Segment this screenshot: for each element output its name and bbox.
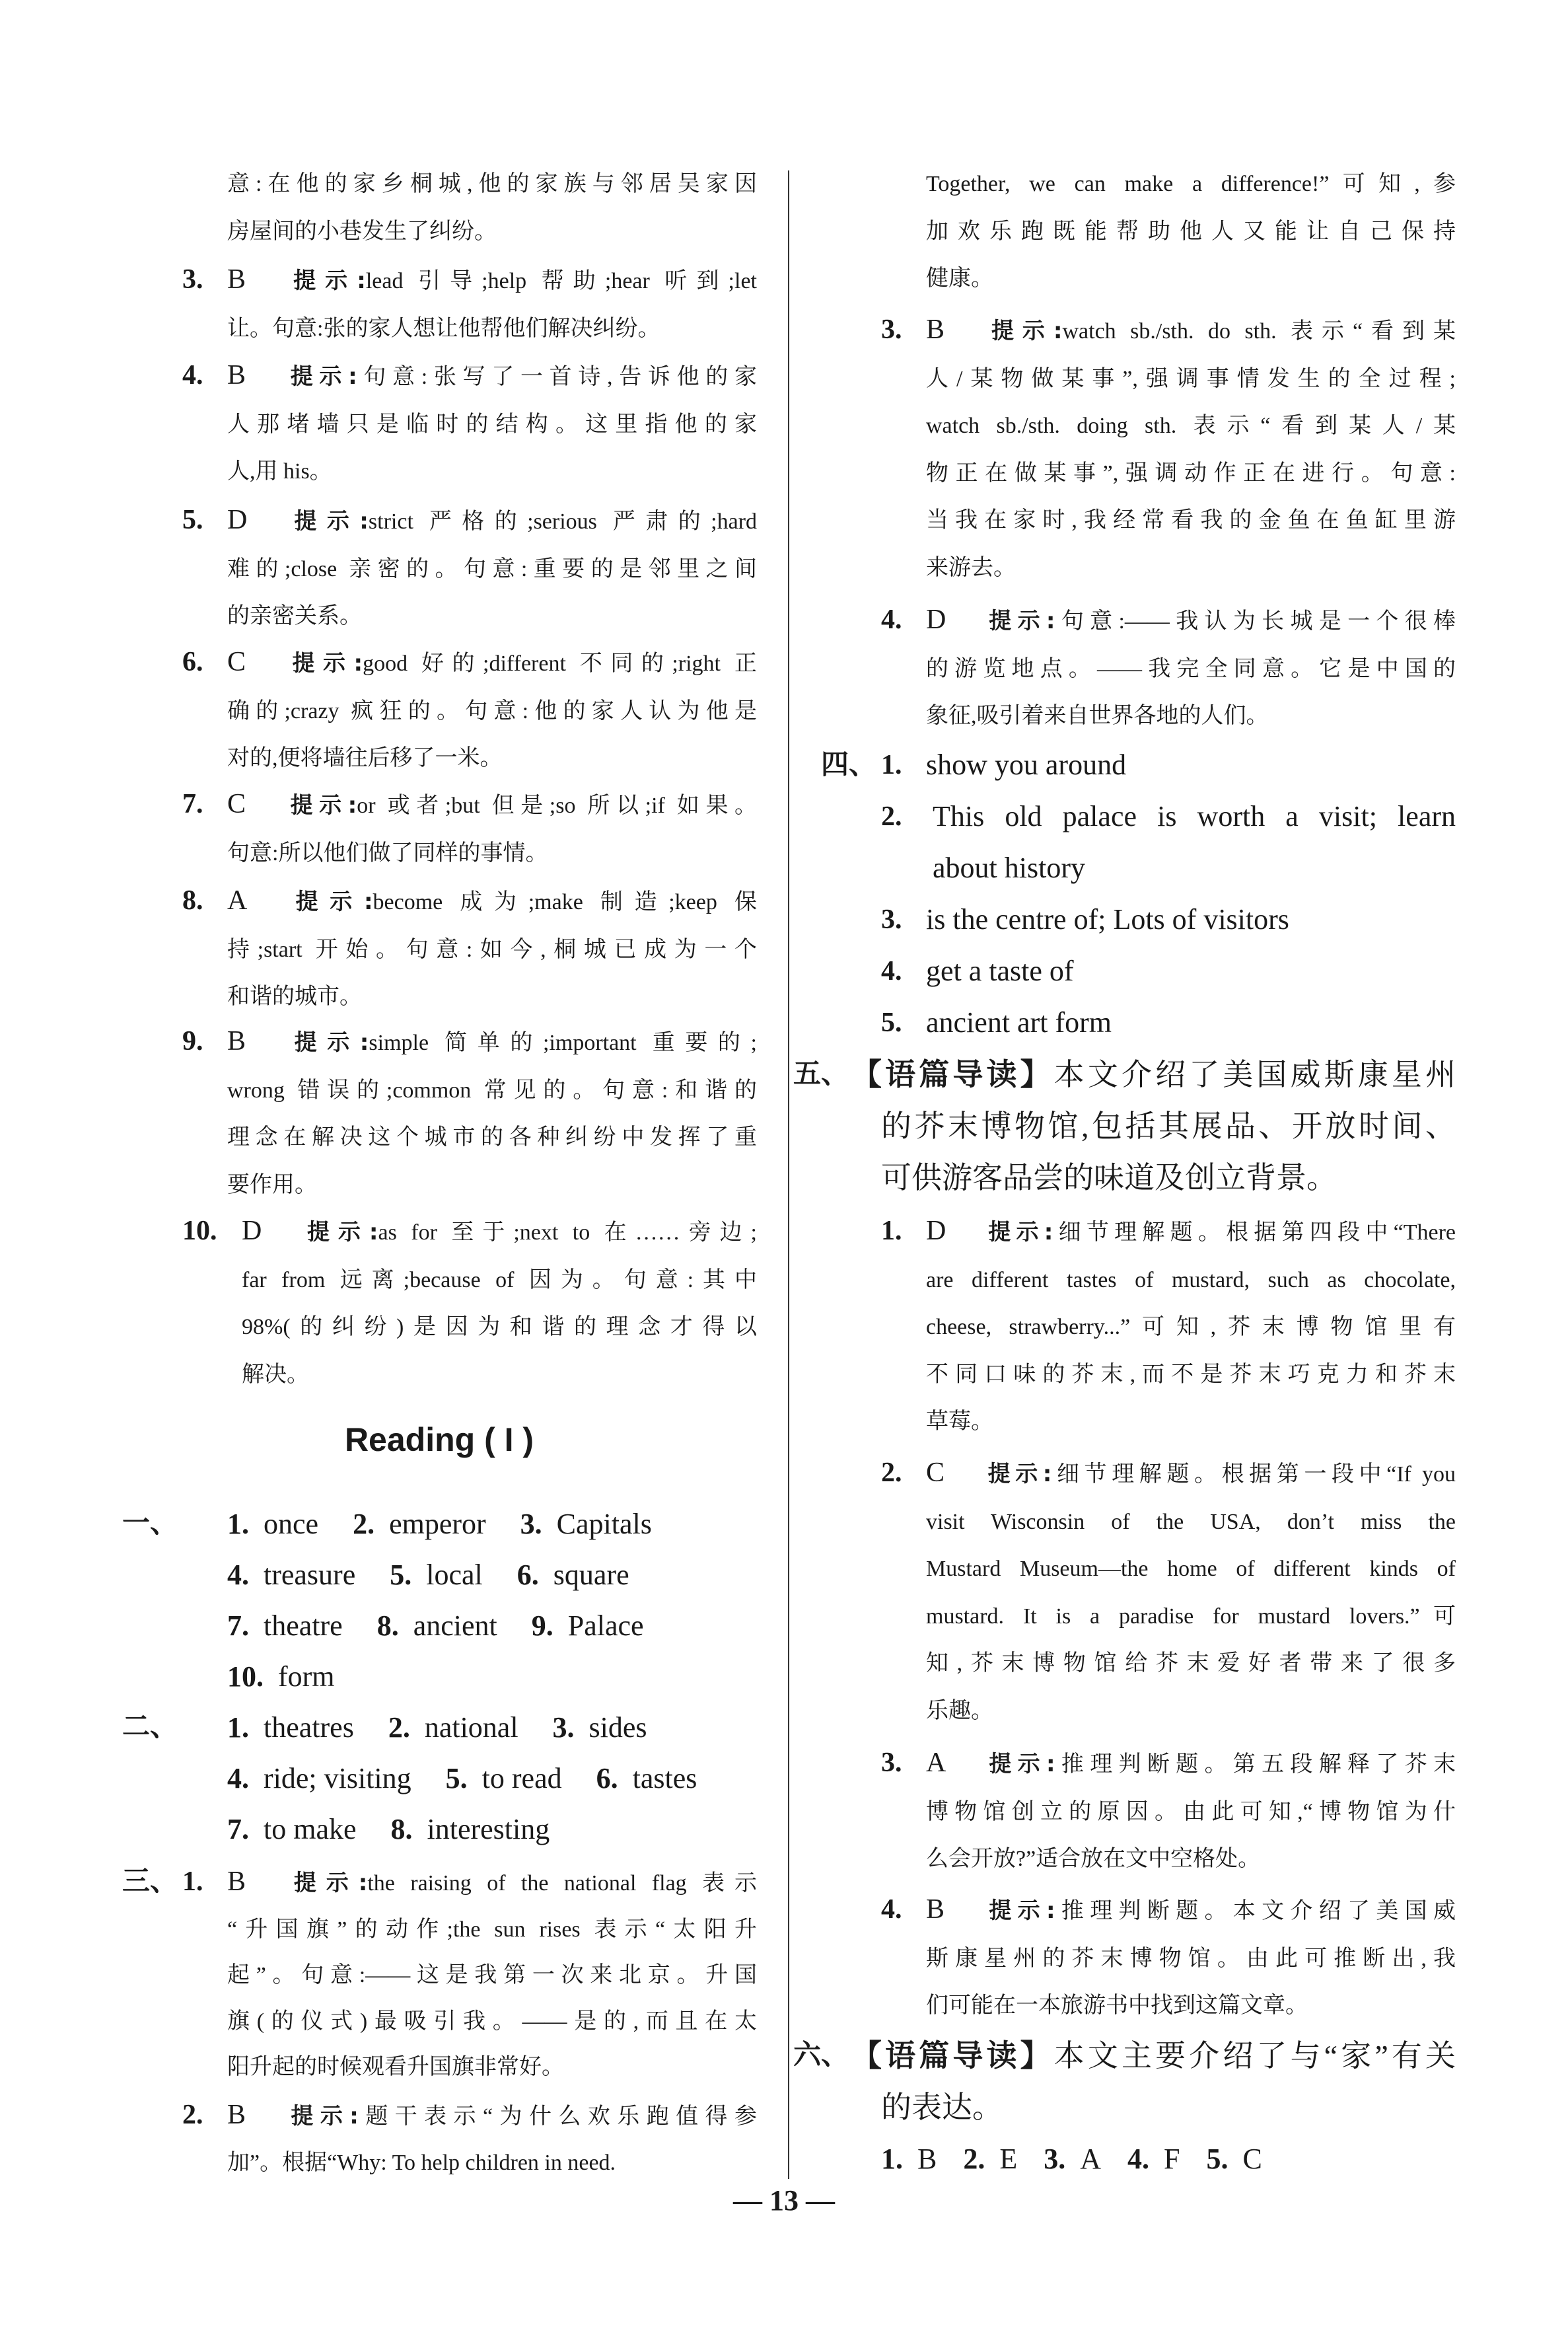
answer-pair	[227, 1549, 355, 1600]
answer-pair	[963, 2133, 1017, 2185]
item-number: 4.	[227, 1762, 249, 1794]
text-line: 确的;crazy 疯狂的。句意:他的家人认为他是	[227, 698, 757, 723]
item-number: 2.	[182, 2100, 203, 2130]
item-number: 3.	[552, 1711, 575, 1744]
answer-pair	[553, 1702, 647, 1753]
answer-letter: A	[1080, 2143, 1102, 2175]
text-line: 意:在他的家乡桐城,他的家族与邻居吴家因	[227, 172, 757, 196]
answer-pair	[227, 1702, 354, 1753]
answer-pair	[353, 1498, 486, 1549]
item-number: 10.	[182, 1216, 217, 1246]
hint-text: watch sb./sth. do sth. 表示“看到某	[1062, 319, 1456, 344]
item-number: 4.	[182, 360, 203, 390]
answer-letter: D	[926, 1216, 946, 1246]
answer-pair	[390, 1549, 483, 1600]
text-line: 解决。	[242, 1362, 309, 1387]
text-line	[881, 1740, 1456, 1789]
hint-label: 提示:	[983, 608, 1055, 634]
answer-item	[881, 307, 1456, 592]
answer-item	[881, 1886, 1456, 2030]
item-number: 3.	[1044, 2143, 1066, 2175]
guide-text: 的表达。	[881, 2090, 1003, 2124]
answer-pair	[1127, 2133, 1180, 2185]
text-line: 斯康星州的芥末博物馆。由此可推断出,我	[926, 1946, 1456, 1971]
answer-item	[182, 639, 757, 782]
answer-word: once	[264, 1508, 319, 1540]
item-number: 2.	[388, 1711, 410, 1744]
text-line: 么会开放?”适合放在文中空格处。	[926, 1847, 1261, 1872]
text-line: 房屋间的小巷发生了纠纷。	[227, 219, 497, 244]
answer-word: local	[426, 1559, 483, 1591]
answer-letter: D	[242, 1216, 262, 1246]
answer-item	[881, 1740, 1456, 1883]
answer-item	[182, 1208, 757, 1398]
reading-guide	[793, 2030, 1456, 2133]
text-line	[122, 1859, 757, 1907]
answer-row	[227, 1600, 757, 1651]
text-line	[881, 597, 1456, 646]
text-line: are different tastes of mustard, such as chocolate,	[926, 1267, 1456, 1292]
text-line: 阳升起的时候观看升国旗非常好。	[227, 2055, 564, 2079]
item-number: 4.	[1127, 2143, 1150, 2175]
section-prefix: 二、	[122, 1712, 178, 1742]
item-number: 7.	[227, 1609, 249, 1642]
answer-letter: A	[227, 885, 248, 916]
text-line: cheese, strawberry...”可知,芥末博物馆里有	[926, 1315, 1456, 1340]
text-line: Together, we can make a difference!”可知,参	[926, 172, 1456, 196]
hint-label: 提示:	[284, 650, 363, 677]
answer-item	[182, 256, 757, 352]
text-line	[182, 781, 757, 830]
page-number: — 13 —	[733, 2184, 835, 2217]
answer-letter: D	[926, 605, 946, 635]
item-number: 5.	[445, 1762, 468, 1794]
hint-text: 句意:——我认为长城是一个很棒	[1055, 609, 1456, 634]
text-line: “升国旗”的动作;the sun rises 表示“太阳升	[227, 1917, 757, 1942]
answer-word: emperor	[389, 1508, 486, 1540]
answer-text: This old palace is worth a visit; learn	[933, 800, 1456, 832]
text-line: 理念在解决这个城市的各种纠纷中发挥了重	[227, 1125, 757, 1150]
text-line	[182, 256, 757, 305]
hint-text: simple 简单的;important 重要的;	[369, 1031, 757, 1055]
answer-text: is the centre of; Lots of visitors	[926, 903, 1289, 936]
item-number: 9.	[182, 1026, 203, 1056]
hint-label: 提示:	[983, 1461, 1052, 1487]
text-line: 句意:所以他们做了同样的事情。	[227, 840, 548, 866]
text-line: 不同口味的芥末,而不是芥末巧克力和芥末	[926, 1362, 1456, 1387]
answer-word: to read	[481, 1762, 562, 1794]
hint-text: or 或者;but 但是;so 所以;if 如果。	[357, 793, 757, 818]
item-number: 4.	[227, 1559, 249, 1591]
text-line	[881, 1101, 1456, 1152]
answer-letter: B	[227, 360, 246, 390]
text-line	[182, 877, 757, 926]
answer-pair	[881, 2133, 937, 2185]
guide-text: 本文主要介绍了与“家”有关	[1053, 2039, 1456, 2073]
text-line: 人/某物做某事”,强调事情发生的全过程;	[926, 366, 1456, 391]
text-line	[182, 352, 757, 401]
text-line: 加欢乐跑既能帮助他人又能让自己保持	[926, 219, 1456, 244]
section-prefix: 五、	[793, 1059, 849, 1089]
answer-letter: B	[227, 264, 246, 295]
text-line	[881, 1208, 1456, 1257]
hint-text: 句意:张写了一首诗,告诉他的家	[357, 365, 757, 389]
answer-letter: C	[926, 1458, 945, 1488]
hint-text: as for 至于;next to 在……旁边;	[378, 1220, 757, 1245]
item-number: 1.	[881, 1216, 902, 1246]
section-prefix: 三、	[122, 1866, 178, 1897]
item-number: 1.	[881, 2143, 903, 2175]
text-line: 象征,吸引着来自世界各地的人们。	[926, 704, 1269, 729]
item-number: 2.	[881, 1458, 902, 1488]
item-number: 5.	[390, 1559, 412, 1591]
text-line: 们可能在一本旅游书中找到这篇文章。	[926, 1993, 1308, 2018]
answer-word: theatres	[264, 1711, 354, 1744]
item-number: 4.	[881, 1894, 902, 1925]
answer-item	[881, 1208, 1456, 1446]
text-line	[881, 1450, 1456, 1498]
left-column	[122, 0, 757, 2325]
hint-label: 提示:	[284, 1870, 368, 1896]
text-line: 对的,便将墙往后移了一米。	[227, 746, 503, 771]
text-line: 乐趣。	[926, 1698, 993, 1723]
item-number: 10.	[227, 1660, 264, 1693]
answer-letter: D	[227, 505, 248, 535]
fill-in-section	[122, 1702, 757, 1855]
answer-letter: B	[917, 2143, 937, 2175]
answer-letter: B	[227, 2100, 246, 2130]
text-line: 和谐的城市。	[227, 984, 362, 1010]
answer-pair	[227, 1600, 343, 1651]
answer-row	[122, 1702, 757, 1753]
text-line: 人,用 his。	[227, 459, 332, 484]
item-number: 9.	[531, 1609, 553, 1642]
hint-label: 提示:	[284, 2103, 359, 2129]
section-prefix: 四、	[821, 750, 877, 780]
text-line: 加”。根据“Why: To help children in need.	[227, 2150, 616, 2175]
text-line: 98%(的纠纷)是因为和谐的理念才得以	[242, 1315, 757, 1340]
answer-word: sides	[588, 1711, 647, 1744]
answer-pair	[227, 1753, 411, 1804]
answer-word: theatre	[264, 1609, 343, 1642]
answer-word: form	[278, 1660, 335, 1693]
hint-text: lead 引导;help 帮助;hear 听到;let	[365, 269, 757, 293]
hint-text: good 好的;different 不同的;right 正	[363, 651, 757, 676]
answer-word: Capitals	[556, 1508, 652, 1540]
answer-text: about history	[933, 852, 1085, 884]
item-number: 8.	[390, 1813, 413, 1845]
item-number: 5.	[182, 505, 203, 535]
answer-item	[182, 497, 757, 640]
answer-letter: F	[1164, 2143, 1180, 2175]
text-line: wrong 错误的;common 常见的。句意:和谐的	[227, 1078, 757, 1103]
text-line: 博物馆创立的原因。由此可知,“博物馆为什	[926, 1799, 1456, 1824]
text-line: 让。句意:张的家人想让他帮他们解决纠纷。	[227, 316, 660, 341]
answer-item	[881, 1450, 1456, 1735]
item-number: 7.	[227, 1813, 249, 1845]
hint-label: 提示:	[284, 1029, 369, 1056]
hint-text: 推理判断题。本文介绍了美国威	[1055, 1899, 1456, 1923]
text-line	[881, 1152, 1456, 1204]
answer-pair	[517, 1549, 629, 1600]
text-line: 持;start 开始。句意:如今,桐城已成为一个	[227, 937, 757, 962]
text-line	[881, 894, 1456, 945]
hint-label: 提示:	[983, 318, 1063, 344]
guide-text: 的芥末博物馆,包括其展品、开放时间、	[881, 1109, 1456, 1143]
text-line	[881, 2082, 1456, 2133]
text-line	[182, 639, 757, 688]
answer-pair	[227, 1804, 357, 1855]
hint-label: 提示:	[284, 363, 357, 390]
item-number: 1.	[182, 1866, 203, 1897]
item-number: 6.	[596, 1762, 618, 1794]
column-divider	[788, 170, 789, 2179]
text-line	[182, 1018, 757, 1067]
answer-pair	[1207, 2133, 1262, 2185]
answer-row	[881, 2133, 1456, 2185]
hint-label: 提示:	[284, 508, 369, 535]
fill-in-section	[821, 739, 1456, 1049]
answer-pair	[391, 1804, 550, 1855]
answer-letter: A	[926, 1748, 946, 1778]
continued-text	[926, 161, 1456, 303]
text-line	[182, 497, 757, 546]
text-line: mustard. It is a paradise for mustard lovers.”可	[926, 1604, 1456, 1629]
text-line	[881, 997, 1456, 1049]
answer-item	[182, 1018, 757, 1208]
item-number: 1.	[881, 750, 902, 780]
answer-pair	[446, 1753, 562, 1804]
answer-word: square	[553, 1559, 629, 1591]
answer-pair	[227, 1651, 335, 1702]
section-prefix: 六、	[793, 2040, 849, 2071]
answer-item	[182, 2092, 757, 2186]
answer-item	[182, 352, 757, 496]
hint-label: 提示:	[284, 889, 373, 915]
answer-item	[182, 781, 757, 877]
answer-item	[881, 597, 1456, 740]
answer-word: national	[424, 1711, 518, 1744]
text-line: watch sb./sth. doing sth. 表示“看到某人/某	[926, 414, 1456, 439]
fill-in-section	[122, 1498, 757, 1702]
hint-text: 题干表示“为什么欢乐跑值得参	[358, 2104, 757, 2129]
answer-item	[182, 877, 757, 1021]
guide-text: 本文介绍了美国威斯康星州	[1053, 1058, 1456, 1091]
hint-text: strict 严格的;serious 严肃的;hard	[368, 509, 757, 534]
text-line: 的游览地点。——我完全同意。它是中国的	[926, 656, 1456, 681]
item-number: 5.	[881, 1008, 902, 1038]
text-line	[182, 2092, 757, 2140]
answer-row	[227, 1804, 757, 1855]
answer-row	[227, 1651, 757, 1702]
hint-label: 提示:	[983, 1898, 1055, 1924]
answer-row	[122, 1498, 757, 1549]
reading-guide	[793, 1049, 1456, 1204]
text-line	[793, 2030, 1456, 2082]
answer-pair	[520, 1498, 652, 1549]
text-line: 人那堵墙只是临时的结构。这里指他的家	[227, 412, 757, 437]
hint-text: 细节理解题。根据第四段中“There	[1053, 1220, 1456, 1245]
right-column	[793, 0, 1456, 2325]
item-number: 6.	[517, 1559, 539, 1591]
answer-word: to make	[264, 1813, 357, 1845]
text-line: 难的;close 亲密的。句意:重要的是邻里之间	[227, 556, 757, 581]
hint-text: become 成为;make 制造;keep 保	[373, 890, 757, 914]
hint-text: the raising of the national flag 表示	[367, 1871, 757, 1896]
text-line: visit Wisconsin of the USA, don’t miss the	[926, 1509, 1456, 1534]
text-line	[881, 945, 1456, 997]
item-number: 1.	[227, 1711, 249, 1744]
section-title: Reading ( I )	[344, 1421, 534, 1458]
text-line: 健康。	[926, 266, 993, 291]
text-line: 起”。句意:——这是我第一次来北京。升国	[227, 1963, 757, 1987]
item-number: 8.	[376, 1609, 399, 1642]
guide-text: 可供游客品尝的味道及创立背景。	[881, 1161, 1337, 1195]
guide-label: 【语篇导读】	[851, 2038, 1054, 2073]
answer-pair	[227, 1498, 318, 1549]
item-number: 3.	[520, 1508, 542, 1540]
answer-letter: B	[926, 1894, 945, 1925]
hint-label: 提示:	[284, 792, 357, 819]
answer-row	[227, 1549, 757, 1600]
item-number: 8.	[182, 885, 203, 916]
text-line: Mustard Museum—the home of different kinds of	[926, 1557, 1456, 1582]
text-line: 旗(的仪式)最吸引我。——是的,而且在太	[227, 2009, 757, 2034]
item-number: 2.	[353, 1508, 375, 1540]
guide-label: 【语篇导读】	[851, 1056, 1054, 1092]
text-line: 当我在家时,我经常看我的金鱼在鱼缸里游	[926, 508, 1456, 533]
text-line	[881, 1886, 1456, 1935]
hint-text: 推理判断题。第五段解释了芥末	[1055, 1752, 1456, 1777]
hint-label: 提示:	[983, 1219, 1053, 1245]
hint-label: 提示:	[983, 1751, 1055, 1777]
text-line	[182, 1208, 757, 1257]
hint-label: 提示:	[284, 268, 366, 294]
answer-letter: B	[227, 1026, 246, 1056]
item-number: 6.	[182, 647, 203, 677]
text-line	[926, 842, 1456, 894]
text-line	[881, 307, 1456, 355]
answer-word: ancient	[413, 1609, 497, 1642]
answer-pair	[377, 1600, 497, 1651]
text-line: far from 远离;because of 因为。句意:其中	[242, 1267, 757, 1292]
answer-word: interesting	[427, 1813, 550, 1845]
answer-row	[227, 1753, 757, 1804]
answer-letter: C	[1242, 2143, 1262, 2175]
text-line: 要作用。	[227, 1172, 317, 1197]
answer-letter: C	[227, 789, 246, 819]
answer-item	[122, 1859, 757, 2090]
item-number: 1.	[227, 1508, 249, 1540]
item-number: 5.	[1206, 2143, 1229, 2175]
item-number: 3.	[182, 264, 203, 295]
answer-word: ride; visiting	[264, 1762, 411, 1794]
item-number: 3.	[881, 1748, 902, 1778]
item-number: 2.	[963, 2143, 985, 2175]
text-line: 草莓。	[926, 1409, 993, 1434]
answer-word: treasure	[264, 1559, 356, 1591]
answer-text: get a taste of	[926, 955, 1074, 987]
section-prefix: 一、	[122, 1508, 178, 1539]
item-number: 3.	[881, 904, 902, 935]
text-line: 来游去。	[926, 555, 1016, 580]
text-line	[821, 739, 1456, 791]
item-number: 4.	[881, 956, 902, 986]
item-number: 7.	[182, 789, 203, 819]
answer-text: ancient art form	[926, 1006, 1112, 1039]
item-number: 4.	[881, 605, 902, 635]
text-line	[793, 1049, 1456, 1101]
hint-text: 细节理解题。根据第一段中“If you	[1051, 1462, 1456, 1487]
text-line: 的亲密关系。	[227, 604, 362, 629]
text-line	[881, 791, 1456, 842]
hint-label: 提示:	[299, 1219, 378, 1245]
item-number: 3.	[881, 314, 902, 345]
answer-row	[881, 2133, 1456, 2185]
item-number: 2.	[881, 801, 902, 832]
answer-pair	[388, 1702, 518, 1753]
answer-letter: B	[227, 1866, 246, 1897]
answer-pair	[596, 1753, 697, 1804]
answer-text: show you around	[926, 749, 1127, 781]
answer-word: tastes	[632, 1762, 697, 1794]
text-line: 知,芥末博物馆给芥末爱好者带来了很多	[926, 1651, 1456, 1676]
answer-letter: E	[999, 2143, 1018, 2175]
answer-word: Palace	[567, 1609, 644, 1642]
answer-letter: C	[227, 647, 246, 677]
answer-pair	[532, 1600, 644, 1651]
text-line: 物正在做某事”,强调动作正在进行。句意:	[926, 461, 1456, 486]
continued-text	[227, 161, 757, 255]
answer-letter: B	[926, 314, 945, 345]
answer-pair	[1044, 2133, 1101, 2185]
